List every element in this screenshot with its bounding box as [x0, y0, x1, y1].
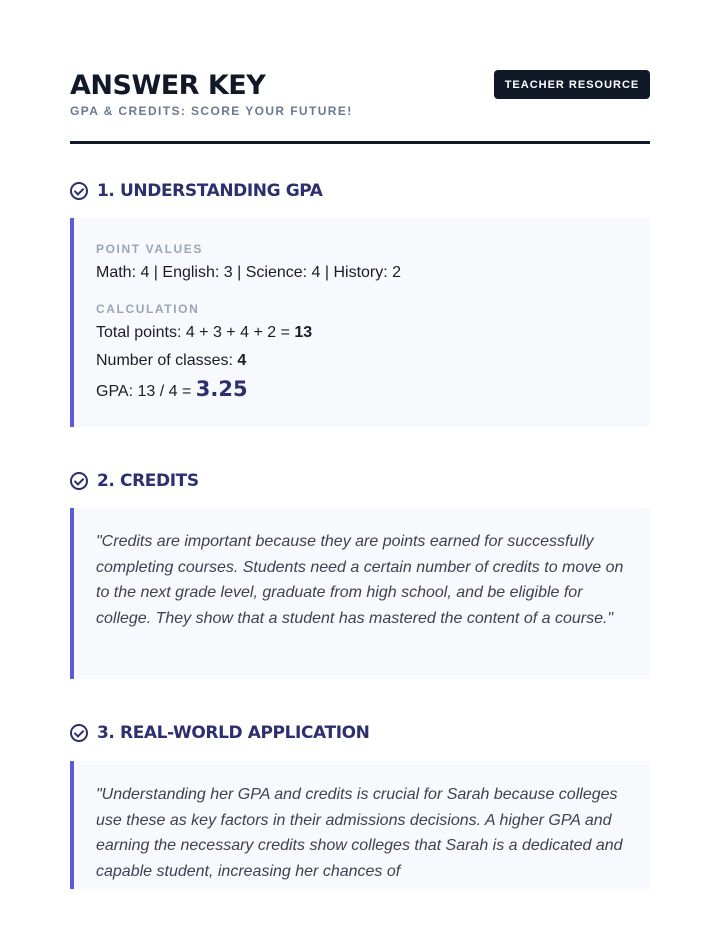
- calculation-label: CALCULATION: [96, 302, 200, 316]
- total-points-prefix: Total points: 4 + 3 + 4 + 2 =: [96, 324, 295, 341]
- header: [70, 0, 650, 144]
- section-1-heading: [70, 179, 323, 203]
- gpa-line: [96, 379, 248, 402]
- gpa-answer-box: [70, 218, 650, 427]
- total-points-line: [96, 323, 312, 343]
- gpa-prefix: GPA: 13 / 4 =: [96, 383, 196, 400]
- header-divider: [70, 141, 650, 144]
- section-1-title: 1. UNDERSTANDING GPA: [97, 181, 323, 201]
- page-title: ANSWER KEY: [70, 70, 266, 101]
- point-values-text: Math: 4 | English: 3 | Science: 4 | History: 2: [96, 264, 402, 281]
- section-3-heading: [70, 721, 370, 745]
- gpa-value: 3.25: [195, 377, 248, 401]
- point-values-label: POINT VALUES: [96, 242, 203, 256]
- page-subtitle: GPA & CREDITS: SCORE YOUR FUTURE!: [70, 104, 353, 118]
- num-classes-prefix: Number of classes:: [96, 352, 238, 369]
- check-circle-icon: [70, 724, 88, 742]
- section-2-title: 2. CREDITS: [97, 471, 199, 491]
- teacher-resource-badge: TEACHER RESOURCE: [494, 70, 650, 99]
- check-circle-icon: [70, 182, 88, 200]
- application-answer-box: [70, 761, 650, 889]
- num-classes-value: 4: [237, 352, 247, 369]
- num-classes-line: [96, 351, 246, 371]
- section-3-title: 3. REAL-WORLD APPLICATION: [97, 723, 370, 743]
- total-points-value: 13: [294, 324, 313, 341]
- check-circle-icon: [70, 472, 88, 490]
- application-answer-text: "Understanding her GPA and credits is crucial for Sarah because colleges use these as key factors in their admissions decisions. A higher GPA and earning the necessary credits show colleges that Sarah is a dedicated and capable student, increasing her chances of: [96, 786, 623, 881]
- credits-answer-box: [70, 508, 650, 679]
- credits-answer-text: "Credits are important because they are points earned for successfully completing courses. Students need a certain number of credits to move on to the next grade level, graduate from high school, and be eligible for college. They show that a student has mastered the content of a course.": [96, 533, 624, 628]
- section-2-heading: [70, 469, 199, 493]
- answer-key-page: [70, 0, 650, 881]
